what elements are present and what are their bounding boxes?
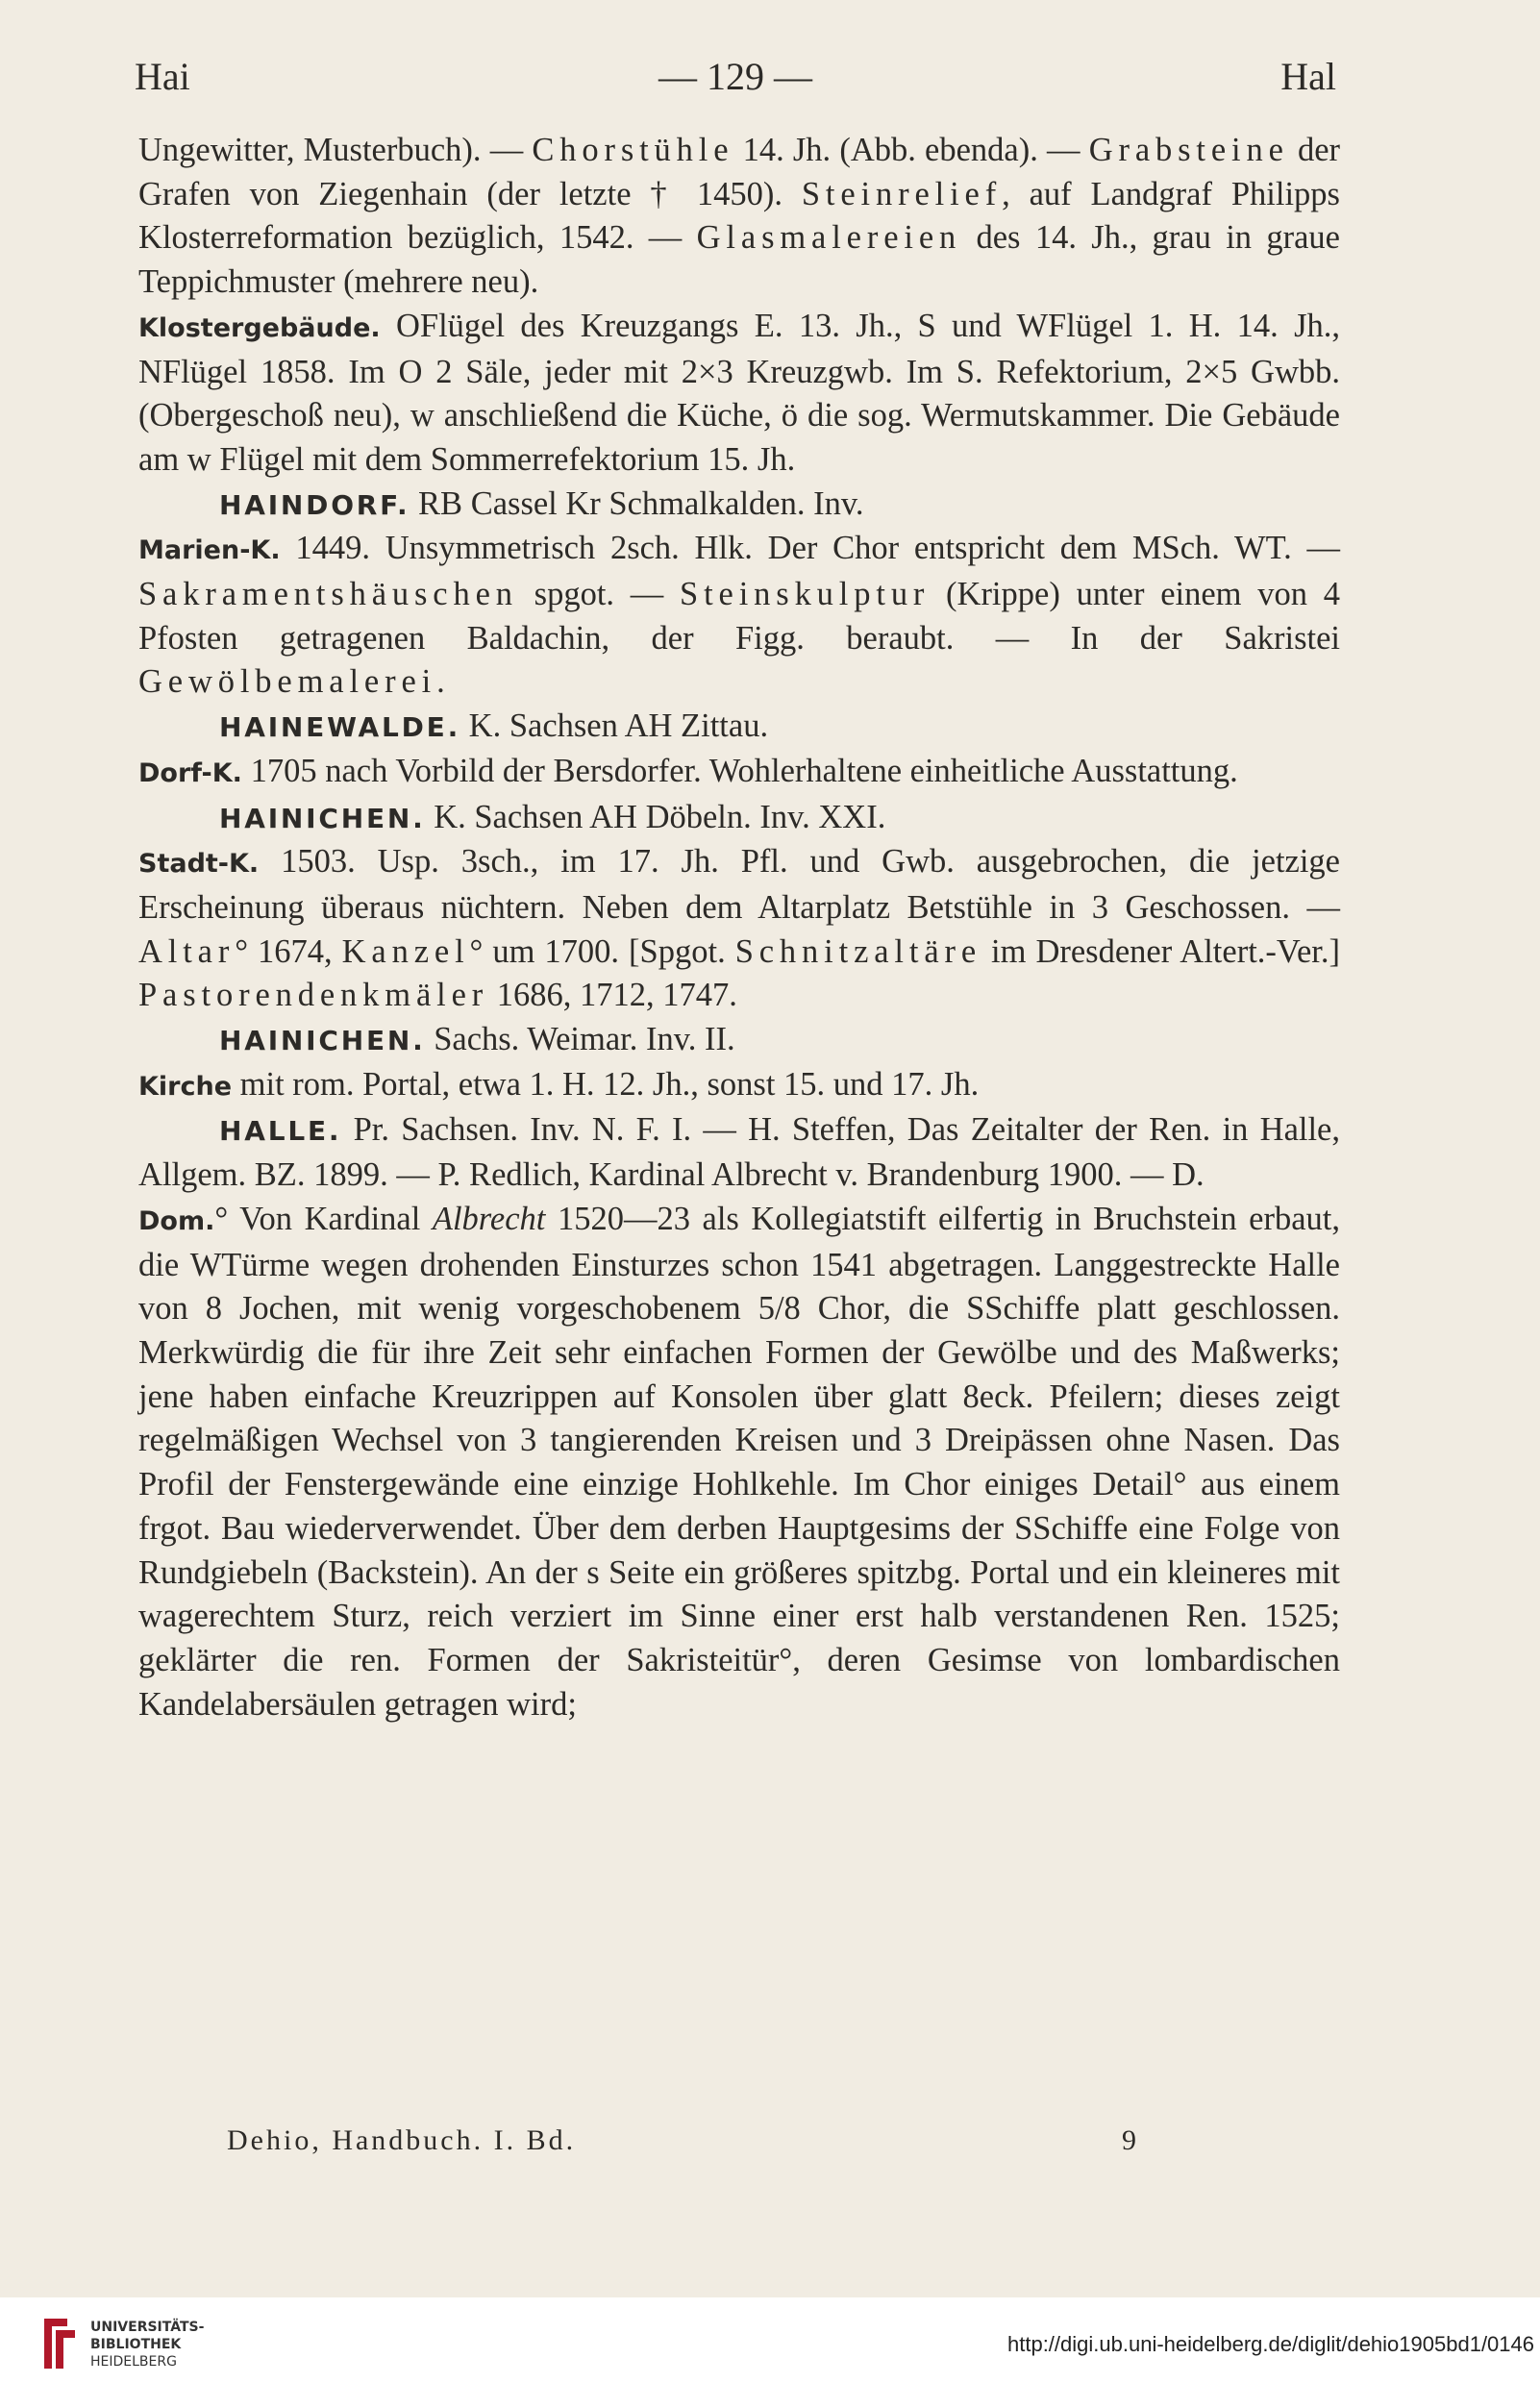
library-name: UNIVERSITÄTS- BIBLIOTHEK HEIDELBERG [90, 2320, 205, 2370]
spaced-term: Schnitzaltäre [734, 932, 982, 970]
entry-label: Marien-K. [138, 535, 281, 566]
spaced-term: Grabsteine [1088, 132, 1289, 168]
text-run: des 14. Jh., grau in graue Teppichmuster (mehrere neu). [138, 219, 1340, 301]
paragraph [138, 796, 1340, 841]
page-footer [227, 2124, 1136, 2157]
entry-label: Kirche [138, 1071, 233, 1102]
text-run: Ungewitter, Musterbuch). — [138, 132, 533, 168]
signature-mark: 9 [1122, 2124, 1136, 2156]
spaced-term: Pastorendenkmäler [138, 977, 489, 1014]
place-heading: HALLE. [219, 1115, 342, 1148]
spaced-term: Altar [138, 932, 236, 970]
spaced-term: Chorstühle [532, 132, 734, 168]
place-heading: HAINICHEN. [219, 1025, 426, 1057]
text-run: OFlügel des Kreuzgangs E. 13. Jh., S und WFlügel 1. H. 14. Jh., NFlügel 1858. Im O 2 Säle, jeder mit 2×3 Kreuzgwb. Im S. Refektorium, 2×5 Gwbb. (Obergeschoß neu), w anschließend die Küche, ö die sog. Wermutskammer. Die Gebäude am w Flügel mit dem Sommerrefektorium 15. Jh. [138, 307, 1340, 478]
text-run: K. Sachsen AH Döbeln. Inv. XXI. [425, 798, 886, 835]
paragraph [138, 1018, 1340, 1063]
paragraph [138, 1198, 1340, 1726]
spaced-term: Gewölbemalerei [138, 663, 437, 701]
spaced-term: Steinrelief [801, 175, 1003, 212]
paragraph [138, 129, 1340, 305]
entry-label: Klostergebäude. [138, 312, 381, 343]
spaced-term: Sakramentshäuschen [138, 576, 518, 613]
entry-label: Dom. [138, 1205, 215, 1236]
library-logo-icon [38, 2315, 81, 2372]
entry-label: Dorf-K. [138, 757, 242, 788]
text-run: 1503. Usp. 3sch., im 17. Jh. Pfl. und Gwb. ausgebrochen, die jetzige Erscheinung überaus nüchtern. Neben dem Altarplatz Betstühle in 3 Geschossen. — [138, 843, 1340, 926]
paragraph [138, 840, 1340, 1018]
text-run: Pr. Sachsen. Inv. N. F. I. — H. Steffen, Das Zeitalter der Ren. in Halle, Allgem. BZ. 1899. — P. Redlich, Kardinal Albrecht v. Brandenburg 1900. — D. [138, 1111, 1340, 1194]
spaced-term: Steinskulptur [680, 576, 931, 613]
entry-label: Stadt-K. [138, 849, 260, 880]
spaced-term: Glasmalereien [696, 219, 962, 257]
library-banner [0, 2297, 1540, 2408]
text-run: mit rom. Portal, etwa 1. H. 12. Jh., sonst 15. und 17. Jh. [232, 1065, 980, 1103]
text-run: ° um 1700. [Spgot. [469, 932, 735, 970]
paragraph [138, 750, 1340, 796]
place-heading: HAINDORF. [219, 488, 410, 521]
page-body-text [138, 129, 1340, 1726]
italic-name: Albrecht [432, 1200, 546, 1237]
place-heading: HAINICHEN. [219, 802, 426, 834]
source-url-link[interactable]: http://digi.ub.uni-heidelberg.de/diglit/dehio1905bd1/0146 [1007, 2332, 1534, 2356]
text-run: RB Cassel Kr Schmalkalden. Inv. [410, 484, 864, 522]
text-run: spgot. — [517, 576, 681, 613]
text-run: ° 1674, [235, 932, 342, 970]
page-number: — 129 — [658, 55, 812, 98]
text-run: der Grafen von Ziegenhain (der letzte † 1450). [138, 132, 1340, 212]
paragraph [138, 705, 1340, 750]
paragraph [138, 1108, 1340, 1197]
paragraph [138, 527, 1340, 705]
text-run: ° Von Kardinal [214, 1200, 433, 1237]
header-right-keyword: Hal [1280, 55, 1336, 98]
text-run: K. Sachsen AH Zittau. [460, 708, 769, 745]
text-run: im Dresdener Altert.-Ver.] [981, 932, 1340, 970]
page-header [135, 54, 1336, 112]
header-left-keyword: Hai [135, 55, 190, 98]
text-run: 1705 nach Vorbild der Bersdorfer. Wohlerhaltene einheitliche Ausstattung. [241, 752, 1238, 789]
paragraph [138, 1063, 1340, 1109]
text-run: 1520—23 als Kollegiatstift eilfertig in Bruchstein erbaut, die WTürme wegen drohenden Einsturzes schon 1541 abgetragen. Langgestreckte Halle von 8 Jochen, mit wenig vorgeschobenem 5/8 Chor, die SSchiffe platt geschlossen. Merkwürdig die für ihre Zeit sehr einfachen Formen der Gewölbe und des Maßwerks; jene haben einfache Kreuzrippen auf Konsolen über glatt 8eck. Pfeilern; dieses zeigt regelmäßigen Wechsel von 3 tangierenden Kreisen und 3 Dreipässen ohne Nasen. Das Profil der Fenstergewände eine einzige Hohlkehle. Im Chor einiges Detail° aus einem frgot. Bau wiederverwendet. Über dem derben Hauptgesims der SSchiffe eine Folge von Rundgiebeln (Backstein). An der s Seite ein größeres spitzbg. Portal und ein kleineres mit wagerechtem Sturz, reich verziert im Sinne einer erst halb verstandenen Ren. 1525; geklärter die ren. Formen der Sakristeitür°, deren Gesimse von lombardischen Kandelabersäulen getragen wird; [138, 1200, 1340, 1723]
text-run: (Krippe) unter einem von 4 Pfosten getragenen Baldachin, der Figg. beraubt. — In der Sakristei [138, 576, 1340, 657]
paragraph [138, 305, 1340, 483]
paragraph [138, 483, 1340, 528]
text-run: , auf Landgraf Philipps Klosterreformation bezüglich, 1542. — [138, 175, 1340, 257]
place-heading: HAINEWALDE. [219, 711, 461, 744]
text-run: . [436, 663, 445, 701]
text-run: 1449. Unsymmetrisch 2sch. Hlk. Der Chor entspricht dem MSch. WT. — [280, 530, 1340, 567]
text-run: 14. Jh. (Abb. ebenda). — [733, 132, 1089, 168]
text-run: Sachs. Weimar. Inv. II. [425, 1021, 735, 1058]
spaced-term: Kanzel [341, 932, 470, 970]
text-run: 1686, 1712, 1747. [488, 977, 737, 1014]
footer-signature: Dehio, Handbuch. I. Bd. [227, 2124, 577, 2156]
